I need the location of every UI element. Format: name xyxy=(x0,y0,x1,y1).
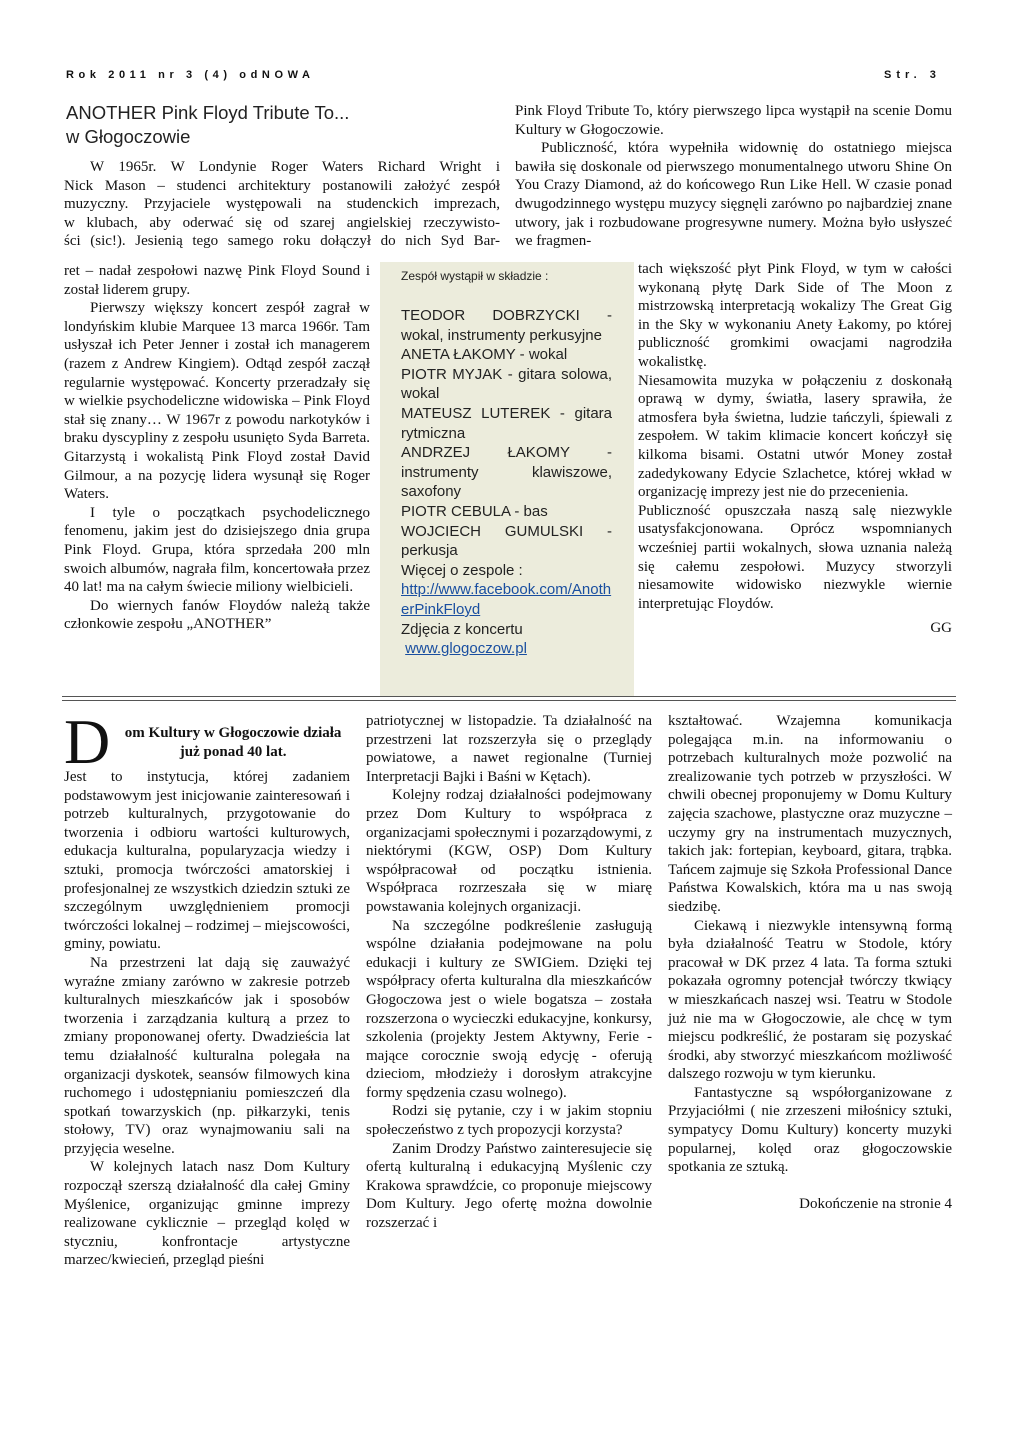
paragraph: Kolejny rodzaj działalności podejmowany przez Dom Kultury to współpraca z organizacjami społecznymi i pozarządowymi, z niektórymi (KGW, OSP) Dom Kultury współpracował od początku istnienia. Współpraca rozrzeszała się w miarę powstawania kolejnych organizacji. xyxy=(366,787,652,915)
lineup-member: TEODOR DOBRZYCKI - wokal, instrumenty perkusyjne xyxy=(401,307,612,344)
article2-column-3 xyxy=(668,712,952,1213)
paragraph: Zanim Drodzy Państwo zainteresujecie się ofertą kulturalną i edukacyjną Myślenic czy Krakowa sprawdźcie, co proponuje miejscowy Dom Kultury. Jego ofertę można dowolnie rozszerzać i xyxy=(366,1140,652,1232)
intro-line: w klubach, aby oderwać się od szarej angielskiej rzeczywisto- xyxy=(64,214,500,231)
section-divider xyxy=(62,700,956,701)
paragraph: Pierwszy większy koncert zespół zagrał w londyńskim klubie Marquee 13 marca 1966r. Tam usłyszał ich Peter Jenner i został ich managerem (razem z Andrew Kingiem). Odtąd zespół zaczął regularnie występować. Koncerty przeradzały się w wielkie psychodeliczne widowiska – Pink Floyd stał się znany… W 1967r z powodu narkotyków i braku dyscypliny z zespołu usunięto Syda Barreta. Gitarzystą i wokalistą Pink Floyd został David Gilmour, a na pozycję lidera wysunął się Roger Waters. xyxy=(64,300,370,503)
paragraph: Publiczność, która wypełniła widownię do ostatniego miejsca bawiła się doskonale od pierwszego monumentalnego utworu Shine On You Crazy Diamond, aż do końcowego Run Like Hell. W czasie ponad dwugodzinnego występu muzycy sięgnęli zarówno po najbardziej znane utwory, jak i rozbudowane progresywne numery. Można było usłyszeć we fragmen- xyxy=(515,140,952,250)
paragraph: Ciekawą i niezwykle intensywną formą była działalność Teatru w Stodole, który pracował w DK przez 4 lata. Ta forma sztuki pokazała ogromny potencjał twórczy tkwiący w mieszkańcach naszej wsi. Teatru w Stodole już nie ma w Głogoczowie, ale chcę w tym miejscu podkreślić, że postaram się pozyskać środki, aby stworzyć mieszkańcom możliwość dalszego rozwoju w tym kierunku. xyxy=(668,917,952,1083)
article1-column-right xyxy=(638,260,952,638)
lineup-member: MATEUSZ LUTEREK - gitara rytmiczna xyxy=(401,404,612,442)
article-title-line2: w Głogoczowie xyxy=(66,126,191,147)
article1-column-right-top xyxy=(515,102,952,251)
paragraph: ret – nadał zespołowi nazwę Pink Floyd Sound i został liderem grupy. xyxy=(64,263,370,298)
intro-line: ści (sic!). Jesienią tego samego roku dołączył do nich Syd Bar- xyxy=(64,233,500,250)
article-title-line1: ANOTHER Pink Floyd Tribute To... xyxy=(66,102,350,123)
more-label: Więcej o zespole : xyxy=(401,561,523,579)
photos-label: Zdjęcia z koncertu xyxy=(401,620,523,638)
paragraph: Na przestrzeni lat dają się zauważyć wyraźne zmiany zarówno w zakresie potrzeb kulturalnych mieszkańców jak i sposobów tworzenia i zarządzania kulturą a przez to zmiany proponowanej oferty. Dwadzieścia lat temu działalność kulturalna polegała na organizacji dyskotek, seansów filmowych kina ruchomego i udostępnianiu pomieszczeń dla spotkań towarzyskich (np. piłkarzyki, tenis stołowy, TV) oraz wynajmowaniu sali na przyjęcia weselne. xyxy=(64,954,350,1157)
photos-link[interactable]: www.glogoczow.pl xyxy=(405,640,527,658)
paragraph: Rodzi się pytanie, czy i w jakim stopniu społeczeństwo z tych propozycji korzysta? xyxy=(366,1103,652,1139)
article-title xyxy=(66,101,396,149)
paragraph: Niesamowita muzyka w połączeniu z doskonałą oprawą w dymy, światła, lasery sprawiła, że atmosfera była świetna, ludzie tańczyli, śpiewali z zespołem. W takim klimacie koncert kończył się kilkoma bisami. Ostatni utwór Money został zadedykowany Edycie Szlachetce, której wkład w organizację imprezy jest nie do przecenienia. xyxy=(638,372,952,501)
intro-line: Nick Mason – studenci architektury postanowili założyć zespół xyxy=(64,177,500,194)
lineup-caption: Zespół wystąpił w składzie : xyxy=(401,269,549,283)
paragraph: kształtować. Wzajemna komunikacja polegająca m.in. na informowaniu o potrzebach kulturalnych może pozwolić na zrealizowanie tych potrzeb w przyszłości. W chwili obecnej proponujemy w Domu Kultury zajęcia szachowe, plastyczne oraz muzyczne – uczymy gry na instrumentach muzycznych, takich jak: fortepian, keyboard, gitara, trąbka. Tańcem zajmuje się Szkoła Professional Dance Państwa Kowalskich, która ma u nas swoją siedzibę. xyxy=(668,713,952,915)
running-head-issue: Rok 2011 nr 3 (4) odNOWA xyxy=(66,69,315,81)
lineup-member: ANETA ŁAKOMY - wokal xyxy=(401,346,568,364)
article2-column-2 xyxy=(366,712,652,1233)
running-head-page: Str. 3 xyxy=(884,69,941,81)
article1-column-left xyxy=(64,262,370,634)
paragraph: Jest to instytucja, której zadaniem podstawowym jest inicjowanie zainteresowań i potrzeb kulturalnych, przygotowanie do tworzenia i odbioru wartości kulturowych, edukacja kulturalna, popularyzacja wiedzy i sztuki, promocja twórczości amatorskiej i profesjonalnej ze wszystkich dziedzin sztuki ze szczególnym uwzględnieniem promocji twórczości lokalnej – rodzimej – miejscowości, gminy, powiatu. xyxy=(64,769,350,953)
signature: GG xyxy=(930,620,952,637)
lineup-member: ANDRZEJ ŁAKOMY - instrumenty klawiszowe, saxofony xyxy=(401,444,612,501)
drop-cap: D xyxy=(64,706,111,777)
paragraph: Pink Floyd Tribute To, który pierwszego lipca wystąpił na scenie Domu Kultury w Głogoczowie. xyxy=(515,103,952,138)
article2-heading: om Kultury w Głogoczowie działa już ponad 40 lat. xyxy=(124,725,342,760)
lineup-member: PIOTR MYJAK - gitara solowa, wokal xyxy=(401,365,612,403)
article1-intro xyxy=(64,158,500,251)
band-lineup-box xyxy=(380,262,634,696)
intro-line: W 1965r. W Londynie Roger Waters Richard Wright i xyxy=(90,159,500,175)
paragraph: patriotycznej w listopadzie. Ta działalność na przestrzeni lat rozszerzyła się o przeglądy powiatowe, a nawet regionalne (Turniej Interpretacji Bajki i Baśni w Kętach). xyxy=(366,713,652,785)
section-divider xyxy=(62,696,956,697)
intro-line: muzyczny. Przyjaciele występowali na studenckich imprezach, xyxy=(64,196,500,213)
paragraph: Na szczególne podkreślenie zasługują wspólne działania podejmowane na polu edukacji i kultury ze SWIGiem. Dzięki tej współpracy oferta kulturalna dla mieszkańców Głogoczowa jest o wiele bogatsza – została rozszerzona o wycieczki edukacyjne, konkursy, szkolenia (projekty Jestem Aktywny, Ferie - mające corocznie swoją edycję - oferują dzieciom, młodzieży i dorosłym atrakcyjne formy spędzenia czasu wolnego). xyxy=(366,917,652,1101)
facebook-link[interactable]: http://www.facebook.com/AnotherPinkFloyd xyxy=(401,581,612,618)
paragraph: Publiczność opuszczała naszą salę niezwykle usatysfakcjonowana. Oprócz wspomnianych wcześniej partii wokalnych, słowa uznania należą się całemu zespołowi. Muzycy stworzyli niesamowite widowisko niezwykle wiernie interpretując Floydów. xyxy=(638,502,952,612)
continued-note: Dokończenie na stronie 4 xyxy=(799,1195,952,1212)
paragraph: Do wiernych fanów Floydów należą także członkowie zespołu „ANOTHER” xyxy=(64,597,370,633)
paragraph: Fantastyczne są współorganizowane z Przyjaciółmi ( nie zrzeszeni miłośnicy sztuki, sympatycy Domu Kultury) koncerty muzyki popularnej, kolęd oraz głogoczowskie spotkania ze sztuką. xyxy=(668,1084,952,1176)
paragraph: tach większość płyt Pink Floyd, w tym w całości wykonaną płytę Dark Side of The Moon z mistrzowską interpretacją wokalizy The Great Gig in the Sky w wykonaniu Anety Łakomy, po której publiczność gromkimi owacjami nagrodziła wokalistkę. xyxy=(638,261,952,370)
article2-column-1 xyxy=(64,706,350,1270)
lineup-list xyxy=(401,306,612,659)
paragraph: W kolejnych latach nasz Dom Kultury rozpoczął szerszą działalność dla całej Gminy Myślenice, organizując gminne imprezy realizowane cyklicznie – przegląd kolęd w styczniu, konfrontacje artystyczne marzec/kwiecień, przegląd pieśni xyxy=(64,1159,350,1269)
lineup-member: WOJCIECH GUMULSKI - perkusja xyxy=(401,522,612,560)
lineup-member: PIOTR CEBULA - bas xyxy=(401,502,548,520)
paragraph: I tyle o początkach psychodelicznego fenomenu, jakim jest do dzisiejszego dnia grupa Pink Floyd. Grupa, która sprzedała 200 mln swoich albumów, nagrała film, koncertowała przez 40 lat! ma na całym świecie miliony wielbicieli. xyxy=(64,504,370,596)
